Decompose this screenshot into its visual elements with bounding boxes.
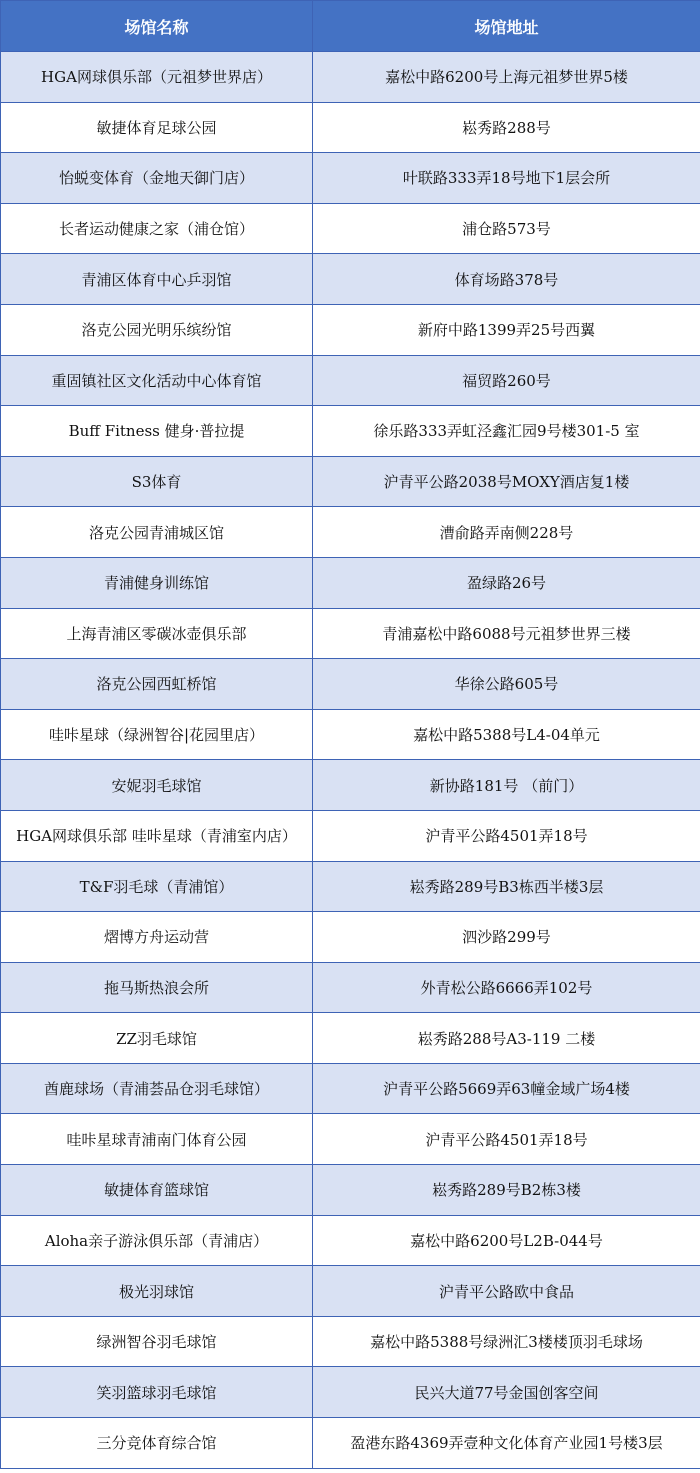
venue-name-cell: 洛克公园青浦城区馆 [1,507,313,558]
table-row [1,203,700,254]
venue-name-cell: 重固镇社区文化活动中心体育馆 [1,355,313,406]
table-row [1,608,700,659]
venue-address-cell: 新协路181号 （前门） [313,760,700,811]
venue-address-cell: 崧秀路288号A3-119 二楼 [313,1013,700,1064]
venue-name-cell: 哇咔星球（绿洲智谷|花园里店） [1,709,313,760]
venue-name-cell: 哇咔星球青浦南门体育公园 [1,1114,313,1165]
table-row [1,1013,700,1064]
venue-name-cell: HGA网球俱乐部（元祖梦世界店） [1,52,313,103]
table-row [1,1266,700,1317]
venue-address-cell: 新府中路1399弄25号西翼 [313,304,700,355]
venue-address-cell: 漕俞路弄南侧228号 [313,507,700,558]
table-row [1,557,700,608]
venue-address-cell: 盈绿路26号 [313,557,700,608]
venue-address-cell: 华徐公路605号 [313,659,700,710]
venue-address-cell: 叶联路333弄18号地下1层会所 [313,153,700,204]
venue-name-cell: 洛克公园西虹桥馆 [1,659,313,710]
table-row [1,456,700,507]
venue-name-cell: 熠博方舟运动营 [1,912,313,963]
table-row [1,507,700,558]
table-row [1,912,700,963]
table-row [1,52,700,103]
venue-name-header: 场馆名称 [1,1,313,52]
venue-address-header: 场馆地址 [313,1,700,52]
table-row [1,1215,700,1266]
venue-name-cell: 笑羽篮球羽毛球馆 [1,1367,313,1418]
table-row [1,810,700,861]
venue-name-cell: 酋鹿球场（青浦荟品仓羽毛球馆） [1,1063,313,1114]
table-row [1,861,700,912]
venue-name-cell: T&F羽毛球（青浦馆） [1,861,313,912]
venue-address-cell: 体育场路378号 [313,254,700,305]
venue-address-cell: 嘉松中路6200号L2B-044号 [313,1215,700,1266]
venue-address-cell: 外青松公路6666弄102号 [313,962,700,1013]
venue-name-cell: 青浦区体育中心乒羽馆 [1,254,313,305]
venue-address-cell: 盈港东路4369弄壹种文化体育产业园1号楼3层 [313,1418,700,1469]
venue-address-cell: 嘉松中路5388号L4-04单元 [313,709,700,760]
venue-address-cell: 嘉松中路5388号绿洲汇3楼楼顶羽毛球场 [313,1316,700,1367]
venue-address-cell: 崧秀路288号 [313,102,700,153]
table-row [1,1418,700,1469]
table-row [1,355,700,406]
table-header [1,1,700,52]
venue-name-cell: 绿洲智谷羽毛球馆 [1,1316,313,1367]
table-body [1,52,700,1469]
venue-name-cell: HGA网球俱乐部 哇咔星球（青浦室内店） [1,810,313,861]
table-row [1,760,700,811]
venue-name-cell: Aloha亲子游泳俱乐部（青浦店） [1,1215,313,1266]
header-row [1,1,700,52]
venue-name-cell: Buff Fitness 健身·普拉提 [1,406,313,457]
venue-address-cell: 崧秀路289号B2栋3楼 [313,1165,700,1216]
venue-name-cell: S3体育 [1,456,313,507]
venue-address-cell: 沪青平公路4501弄18号 [313,810,700,861]
venue-name-cell: 长者运动健康之家（浦仓馆） [1,203,313,254]
table-row [1,1165,700,1216]
table-row [1,659,700,710]
venue-address-cell: 沪青平公路2038号MOXY酒店复1楼 [313,456,700,507]
table-row [1,1114,700,1165]
venue-name-cell: 安妮羽毛球馆 [1,760,313,811]
venue-name-cell: 三分竞体育综合馆 [1,1418,313,1469]
venue-name-cell: 洛克公园光明乐缤纷馆 [1,304,313,355]
table-row [1,962,700,1013]
venue-name-cell: ZZ羽毛球馆 [1,1013,313,1064]
venue-address-cell: 泗沙路299号 [313,912,700,963]
venue-name-cell: 青浦健身训练馆 [1,557,313,608]
venue-address-cell: 浦仓路573号 [313,203,700,254]
venue-address-cell: 沪青平公路欧中食品 [313,1266,700,1317]
venue-name-cell: 敏捷体育篮球馆 [1,1165,313,1216]
venue-address-cell: 福贸路260号 [313,355,700,406]
venue-address-cell: 嘉松中路6200号上海元祖梦世界5楼 [313,52,700,103]
venue-address-cell: 徐乐路333弄虹泾鑫汇园9号楼301-5 室 [313,406,700,457]
venue-address-cell: 民兴大道77号金国创客空间 [313,1367,700,1418]
table-row [1,102,700,153]
venue-address-cell: 沪青平公路5669弄63幢金域广场4楼 [313,1063,700,1114]
venue-name-cell: 极光羽球馆 [1,1266,313,1317]
venue-address-cell: 青浦嘉松中路6088号元祖梦世界三楼 [313,608,700,659]
venue-name-cell: 上海青浦区零碳冰壶俱乐部 [1,608,313,659]
table-row [1,153,700,204]
table-row [1,254,700,305]
table-row [1,406,700,457]
venue-name-cell: 怡蜕变体育（金地天御门店） [1,153,313,204]
table-row [1,304,700,355]
venue-name-cell: 拖马斯热浪会所 [1,962,313,1013]
venue-name-cell: 敏捷体育足球公园 [1,102,313,153]
table-row [1,1316,700,1367]
table-row [1,709,700,760]
venue-address-cell: 崧秀路289号B3栋西半楼3层 [313,861,700,912]
table-row [1,1367,700,1418]
venue-address-cell: 沪青平公路4501弄18号 [313,1114,700,1165]
table-row [1,1063,700,1114]
